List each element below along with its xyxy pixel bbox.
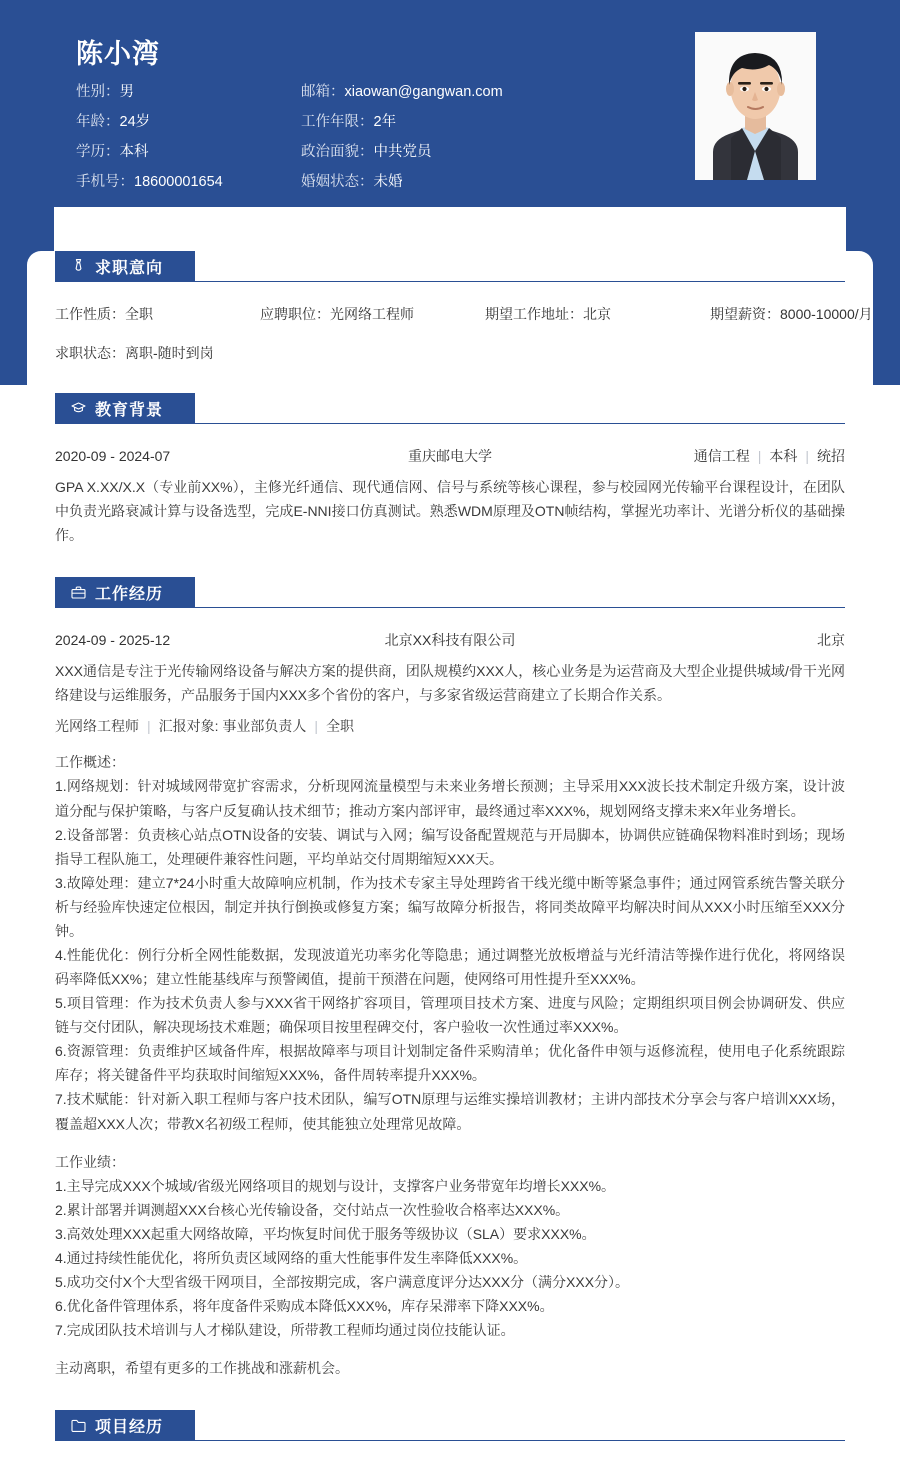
work-achievement-item: 5.成功交付X个大型省级干网项目，全部按期完成，客户满意度评分达XXX分（满分XXX分）。 xyxy=(55,1274,630,1291)
meta-phone-label: 手机号： xyxy=(76,174,134,190)
work-achievement-item: 2.累计部署并调测超XXX台核心光传输设备，交付站点一次性验收合格率达XXX%。 xyxy=(55,1201,570,1218)
meta-age-label: 年龄： xyxy=(76,114,120,130)
education-school: 重庆邮电大学 xyxy=(408,448,492,464)
meta-political-label: 政治面貌： xyxy=(301,144,374,160)
section-header-job-intent xyxy=(55,251,845,282)
meta-email-label: 邮箱： xyxy=(301,84,345,100)
education-tag-admission: 统招 xyxy=(817,448,845,464)
field-status-label: 求职状态： xyxy=(55,345,125,361)
necktie-icon xyxy=(71,259,86,274)
meta-marital-label: 婚姻状态： xyxy=(301,174,374,190)
section-tab-education xyxy=(55,393,195,424)
meta-marital-value: 未婚 xyxy=(373,174,403,190)
work-achievement-item: 6.优化备件管理体系，将年度备件采购成本降低XXX%，库存呆滞率下降XXX%。 xyxy=(55,1298,554,1315)
work-employment-type: 全职 xyxy=(326,718,355,735)
section-title-education: 教育背景 xyxy=(95,402,164,419)
section-education xyxy=(55,393,845,547)
field-status xyxy=(55,343,260,363)
meta-marital xyxy=(301,170,636,191)
work-location: 北京 xyxy=(817,632,845,649)
work-achievement-item: 3.高效处理XXX起重大网络故障，平均恢复时间优于服务等级协议（SLA）要求XXX%。 xyxy=(55,1225,596,1242)
section-tab-job-intent xyxy=(55,251,195,282)
field-location-label: 期望工作地址： xyxy=(485,306,583,322)
job-intent-fields xyxy=(55,304,873,363)
field-job-type xyxy=(55,304,260,324)
section-title-job-intent: 求职意向 xyxy=(95,260,164,277)
meta-age-value: 24岁 xyxy=(119,114,151,130)
work-role-title: 光网络工程师 xyxy=(55,718,139,735)
tag-separator: | xyxy=(757,448,762,464)
meta-email-value: xiaowan@gangwan.com xyxy=(344,84,503,100)
meta-political-value: 中共党员 xyxy=(373,144,432,160)
meta-experience-label: 工作年限： xyxy=(301,114,374,130)
work-role-tags xyxy=(55,716,845,736)
tag-separator: | xyxy=(314,718,319,735)
section-tab-project xyxy=(55,1410,195,1441)
education-tag-major: 通信工程 xyxy=(693,448,750,464)
section-title-project: 项目经历 xyxy=(95,1419,164,1437)
work-date: 2024-09 - 2025-12 xyxy=(55,632,171,649)
work-overview-item: 3.故障处理：建立7*24小时重大故障响应机制，作为技术专家主导处理跨省干线光缆中断等紧急事件；通过网管系统告警关联分析与经验库快速定位根因，制定并执行倒换或修复方案；编写故障分析报告，将同类故障平均解决时间从XXX小时压缩至XXX分钟。 xyxy=(55,874,845,939)
field-position-label: 应聘职位： xyxy=(260,306,330,322)
section-job-intent xyxy=(55,251,873,363)
education-entry-header xyxy=(55,446,845,466)
meta-political xyxy=(301,140,636,161)
field-location-value: 北京 xyxy=(583,306,611,322)
work-overview-item: 1.网络规划：针对城域网带宽扩容需求，分析现网流量模型与未来业务增长预测；主导采用XXX波长技术制定升级方案，设计波道分配与保护策略，与客户反复确认技术细节；推动方案内部评审，最终通过率XXX%，规划网络支撑未来X年业务增长。 xyxy=(55,778,845,819)
field-salary-value: 8000-10000/月 xyxy=(780,306,873,322)
field-position xyxy=(260,304,485,324)
section-header-work xyxy=(55,577,845,608)
field-job-type-label: 工作性质： xyxy=(55,306,125,322)
meta-degree-label: 学历： xyxy=(76,144,120,160)
work-overview-item: 6.资源管理：负责维护区域备件库，根据故障率与项目计划制定备件采购清单；优化备件申领与返修流程，使用电子化系统跟踪库存；将关键备件平均获取时间缩短XXX%，备件周转率提升XXX%。 xyxy=(55,1043,845,1084)
work-leave-reason: 主动离职，希望有更多的工作挑战和涨薪机会。 xyxy=(55,1360,349,1377)
meta-degree xyxy=(76,140,301,161)
meta-age xyxy=(76,110,301,131)
work-entry-header xyxy=(55,630,845,650)
section-title-work: 工作经历 xyxy=(95,586,164,604)
tag-separator: | xyxy=(147,718,151,735)
meta-experience xyxy=(301,110,636,131)
section-header-project xyxy=(55,1410,845,1441)
section-work-experience xyxy=(55,577,845,1380)
meta-gender-label: 性别： xyxy=(76,84,120,100)
folder-icon xyxy=(71,1418,86,1433)
work-overview-title: 工作概述： xyxy=(55,754,125,771)
section-project-experience xyxy=(55,1410,845,1441)
field-status-value: 离职-随时到岗 xyxy=(125,345,214,361)
personal-meta-grid xyxy=(76,80,636,191)
meta-phone xyxy=(76,170,301,191)
section-tab-work xyxy=(55,577,195,608)
avatar xyxy=(695,32,816,180)
meta-gender xyxy=(76,80,301,101)
work-overview-item: 2.设备部署：负责核心站点OTN设备的安装、调试与入网；编写设备配置规范与开局脚本，协调供应链确保物料准时到场；现场指导工程队施工，处理硬件兼容性问题，平均单站交付周期缩短XXX天。 xyxy=(55,826,845,867)
work-overview-item: 7.技术赋能：针对新入职工程师与客户技术团队，编写OTN原理与运维实操培训教材；主讲内部技术分享会与客户培训XXX场，覆盖超XXX人次；带教X名初级工程师，使其能独立处理常见故障。 xyxy=(55,1091,845,1132)
page-title: 陈小湾 xyxy=(76,39,160,69)
section-header-education xyxy=(55,393,845,424)
meta-experience-value: 2年 xyxy=(373,114,397,130)
spacer xyxy=(55,1136,845,1150)
education-tag-degree: 本科 xyxy=(769,448,798,464)
field-location xyxy=(485,304,710,324)
work-achievement-item: 1.主导完成XXX个城域/省级光网络项目的规划与设计，支撑客户业务带宽年均增长XXX%。 xyxy=(55,1177,616,1194)
meta-phone-value: 18600001654 xyxy=(134,174,223,190)
work-company-intro: XXX通信是专注于光传输网络设备与解决方案的提供商，团队规模约XXX人，核心业务是为运营商及大型企业提供城域/骨干光网络建设与运维服务，产品服务于国内XXX多个省份的客户，与多家省级运营商建立了长期合作关系。 xyxy=(55,663,845,704)
resume-body-card xyxy=(27,251,873,1467)
work-report-to: 汇报对象: 事业部负责人 xyxy=(158,718,307,735)
education-description: GPA X.XX/X.X（专业前XX%），主修光纤通信、现代通信网、信号与系统等核心课程，参与校园网光传输平台课程设计，在团队中负责光路衰减计算与设备选型，完成E-NNI接口仿真测试。熟悉WDM原理及OTN帧结构，掌握光功率计、光谱分析仪的基础操作。 xyxy=(55,479,845,544)
work-achievement-item: 7.完成团队技术培训与人才梯队建设，所带教工程师均通过岗位技能认证。 xyxy=(55,1322,515,1339)
education-tags xyxy=(555,446,845,466)
work-overview-item: 4.性能优化：例行分析全网性能数据，发现波道光功率劣化等隐患；通过调整光放板增益与光纤清洁等操作进行优化，将网络误码率降低XX%；建立性能基线库与预警阈值，提前干预潜在问题，使网络可用性提升至XXX%。 xyxy=(55,947,845,988)
work-company: 北京XX科技有限公司 xyxy=(384,632,516,649)
tag-separator: | xyxy=(805,448,809,464)
work-achievement-item: 4.通过持续性能优化，将所负责区域网络的重大性能事件发生率降低XXX%。 xyxy=(55,1249,528,1266)
field-job-type-value: 全职 xyxy=(125,306,153,322)
field-salary-label: 期望薪资： xyxy=(710,306,780,322)
work-overview-item: 5.项目管理：作为技术负责人参与XXX省干网络扩容项目，管理项目技术方案、进度与风险；定期组织项目例会协调研发、供应链与交付团队，解决现场技术难题；确保项目按里程碑交付，客户验收一次性通过率XXX%。 xyxy=(55,995,845,1036)
field-position-value: 光网络工程师 xyxy=(330,306,414,322)
meta-email xyxy=(301,80,636,101)
briefcase-icon xyxy=(71,585,86,600)
graduation-cap-icon xyxy=(71,401,86,416)
resume-header xyxy=(0,0,900,207)
meta-gender-value: 男 xyxy=(119,84,134,100)
meta-degree-value: 本科 xyxy=(119,144,149,160)
education-date: 2020-09 - 2024-07 xyxy=(55,448,171,464)
work-achievement-title: 工作业绩： xyxy=(55,1153,125,1170)
spacer xyxy=(55,736,845,750)
field-salary xyxy=(710,304,873,324)
